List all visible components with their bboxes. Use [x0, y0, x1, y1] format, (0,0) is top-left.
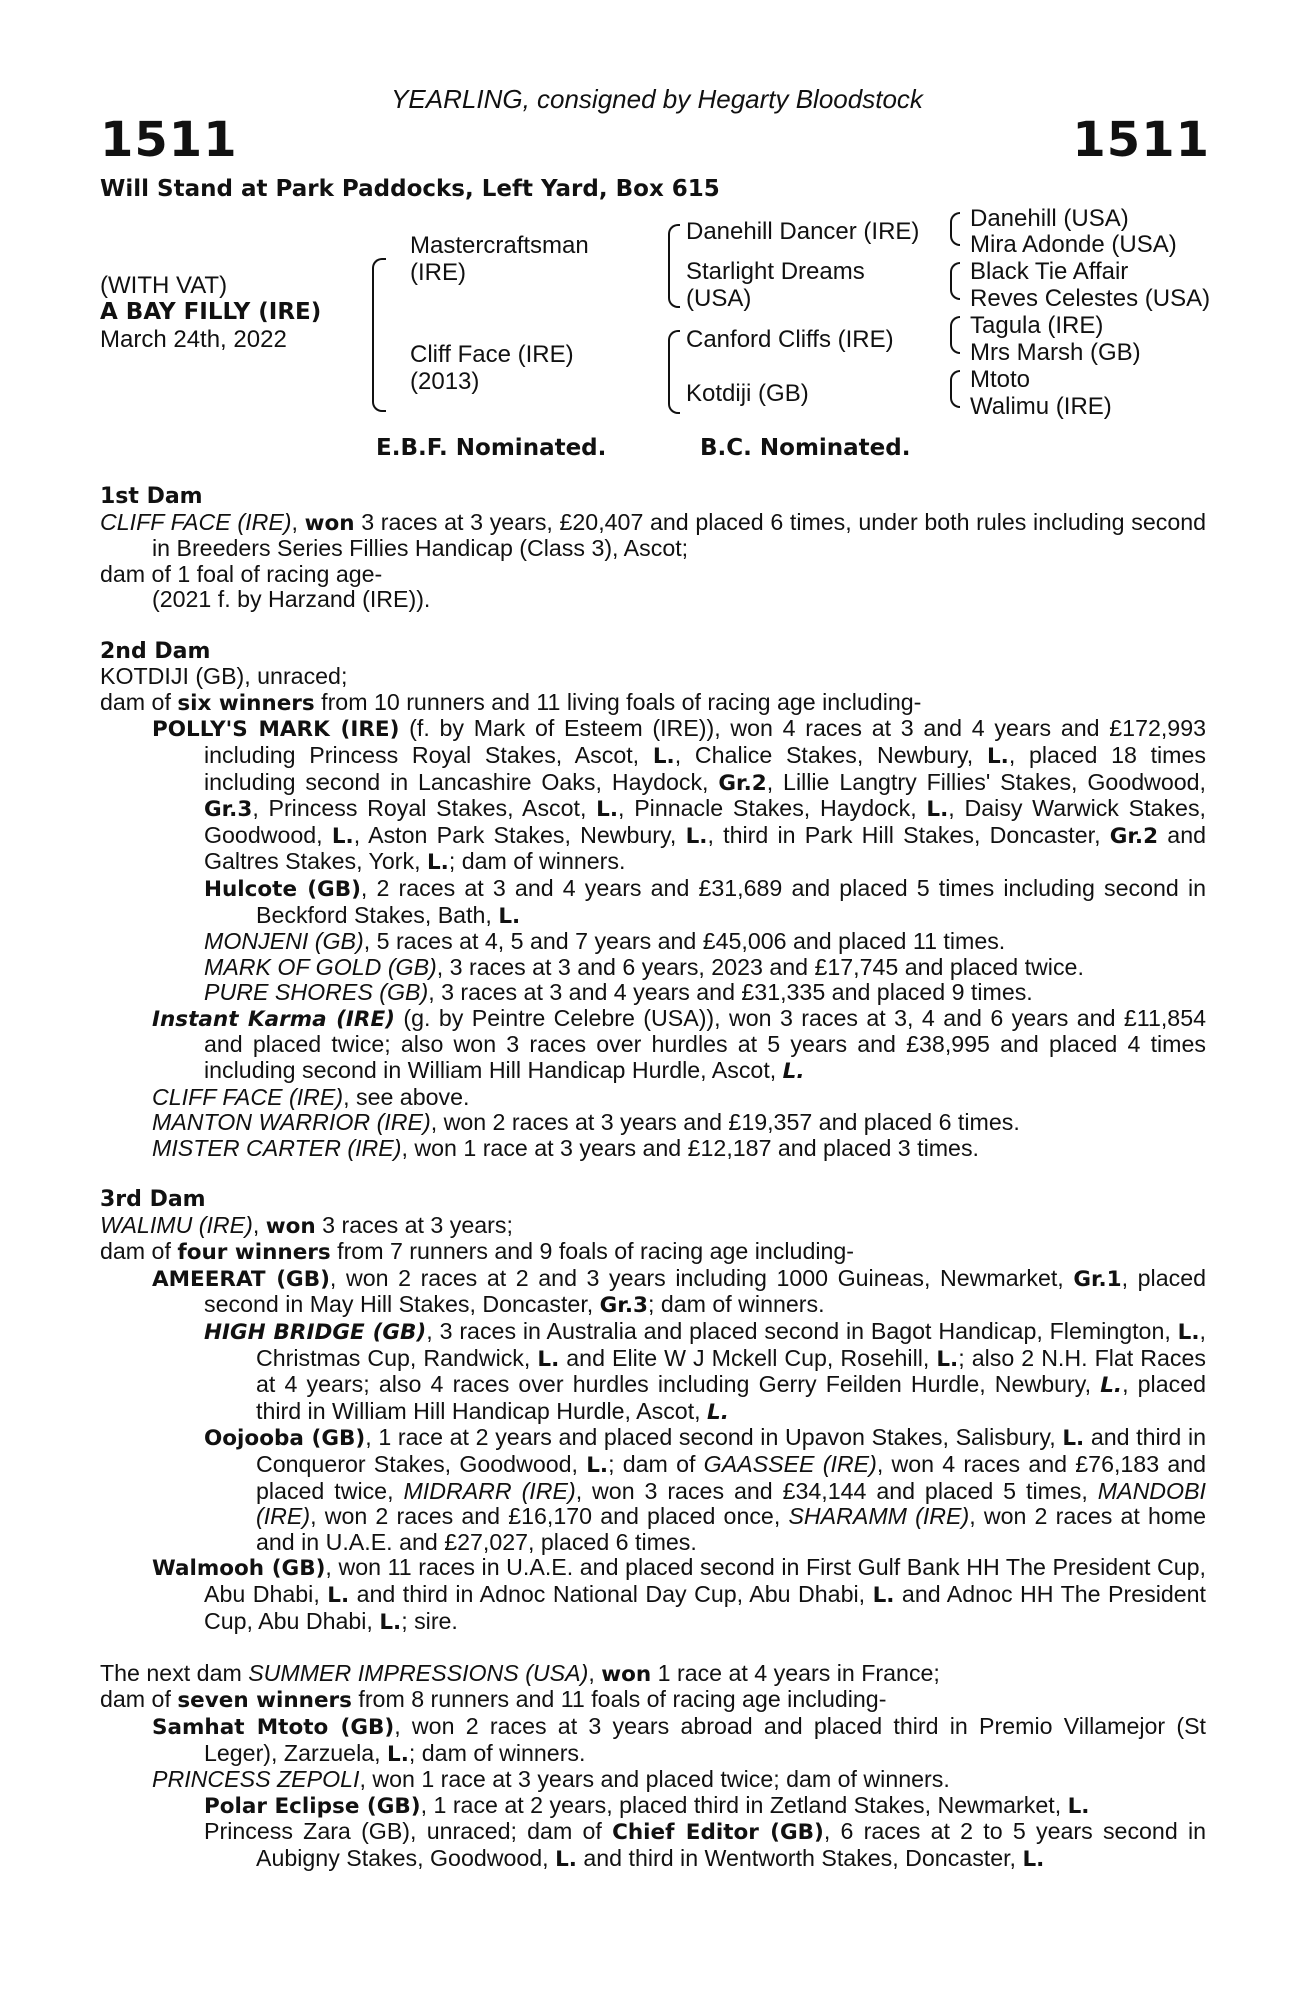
sire-name: Mastercraftsman	[410, 232, 589, 259]
ped-sds: Black Tie Affair	[970, 258, 1129, 285]
third-dam-heading: 3rd Dam	[100, 1187, 206, 1213]
pedigree-brace-2	[950, 262, 960, 300]
ped-dsd: Mrs Marsh (GB)	[970, 339, 1141, 366]
produce-pure-shores: PURE SHORES (GB), 3 races at 3 and 4 years and £31,335 and placed 9 times.	[204, 979, 1033, 1006]
produce-monjeni: MONJENI (GB), 5 races at 4, 5 and 7 years and £45,006 and placed 11 times.	[204, 928, 1006, 955]
pedigree-brace-4	[950, 370, 960, 408]
first-dam-foals: dam of 1 foal of racing age-	[100, 560, 383, 587]
ped-sss: Danehill (USA)	[970, 205, 1129, 232]
lot-number-left: 1511	[100, 112, 238, 168]
produce-samhat-mtoto: Samhat Mtoto (GB), won 2 races at 3 years abroad and placed third in Premio Villamejor (St Leger), Zarzuela, L.; dam of winners.	[152, 1712, 1206, 1767]
pedigree-brace-1	[950, 212, 960, 246]
first-dam-heading: 1st Dam	[100, 484, 203, 509]
ped-dss: Tagula (IRE)	[970, 312, 1104, 339]
consignor-line: YEARLING, consigned by Hegarty Bloodstock	[391, 84, 923, 114]
ped-ddd: Walimu (IRE)	[970, 393, 1112, 420]
produce-oojooba: Oojooba (GB), 1 race at 2 years and placed second in Upavon Stakes, Salisbury, L. and third in Conqueror Stakes, Goodwood, L.; dam of GAASSEE (IRE), won 4 races and £76,183 and placed twice, MIDRARR (IRE), won 3 races and £34,144 and placed 5 times, MANDOBI (IRE), won 2 races and £16,170 and placed once, SHARAMM (IRE), won 2 races at home and in U.A.E. and £27,027, placed 6 times.	[204, 1424, 1207, 1555]
second-dam-heading: 2nd Dam	[100, 638, 211, 664]
produce-princess-zepoli: PRINCESS ZEPOLI, won 1 race at 3 years and placed twice; dam of winners.	[152, 1766, 950, 1793]
produce-ameerat: AMEERAT (GB), won 2 races at 2 and 3 years including 1000 Guineas, Newmarket, Gr.1, placed second in May Hill Stakes, Doncaster, Gr.3; dam of winners.	[152, 1264, 1206, 1319]
next-dam-entry: The next dam SUMMER IMPRESSIONS (USA), won 1 race at 4 years in France;	[100, 1659, 940, 1687]
produce-manton-warrior: MANTON WARRIOR (IRE), won 2 races at 3 years and £19,357 and placed 6 times.	[152, 1109, 1020, 1136]
pedigree-brace-3	[950, 316, 960, 354]
produce-cliff-face: CLIFF FACE (IRE), see above.	[152, 1083, 470, 1110]
lot-number-right: 1511	[1072, 112, 1210, 168]
pedigree-brace-sire	[668, 224, 680, 308]
pedigree-brace-dam	[668, 330, 680, 414]
dam-dam: Kotdiji (GB)	[686, 380, 809, 407]
sire-dam-name: Starlight Dreams	[686, 258, 865, 285]
vat-note: (WITH VAT)	[100, 272, 228, 299]
produce-mark-of-gold: MARK OF GOLD (GB), 3 races at 3 and 6 years, 2023 and £17,745 and placed twice.	[204, 953, 1084, 980]
foaling-date: March 24th, 2022	[100, 326, 287, 353]
first-dam-foal-list: (2021 f. by Harzand (IRE)).	[152, 586, 431, 613]
second-dam-summary: dam of six winners from 10 runners and 11 living foals of racing age including-	[100, 688, 922, 716]
ebf-nomination: E.B.F. Nominated.	[376, 435, 607, 461]
produce-high-bridge: HIGH BRIDGE (GB), 3 races in Australia and placed second in Bagot Handicap, Flemington, L., Christmas Cup, Randwick, L. and Elite W J Mckell Cup, Rosehill, L.; also 2 N.H. Flat Races at 4 years; also 4 races over hurdles including Gerry Feilden Hurdle, Newbury, L., placed third in William Hill Handicap Hurdle, Ascot, L.	[204, 1318, 1206, 1425]
horse-name: A BAY FILLY (IRE)	[100, 299, 322, 325]
produce-mister-carter: MISTER CARTER (IRE), won 1 race at 3 years and £12,187 and placed 3 times.	[152, 1134, 979, 1161]
first-dam-entry: CLIFF FACE (IRE), won 3 races at 3 years, £20,407 and placed 6 times, under both rules including second in Breeders Series Fillies Handicap (Class 3), Ascot;	[100, 508, 1207, 562]
produce-walmooh: Walmooh (GB), won 11 races in U.A.E. and placed second in First Gulf Bank HH The President Cup, Abu Dhabi, L. and third in Adnoc National Day Cup, Abu Dhabi, L. and Adnoc HH The President Cup, Abu Dhabi, L.; sire.	[152, 1554, 1207, 1635]
dam-sire: Canford Cliffs (IRE)	[686, 326, 894, 353]
stand-location: Will Stand at Park Paddocks, Left Yard, Box 615	[100, 176, 720, 202]
produce-instant-karma: Instant Karma (IRE) (g. by Peintre Celebre (USA)), won 3 races at 3, 4 and 6 years and £11,854 and placed twice; also won 3 races over hurdles at 5 years and £38,995 and placed 4 times including second in William Hill Handicap Hurdle, Ascot, L.	[152, 1004, 1206, 1085]
next-dam-summary: dam of seven winners from 8 runners and 11 foals of racing age including-	[100, 1686, 887, 1714]
ped-sdd: Reves Celestes (USA)	[970, 285, 1211, 312]
sire-dam-country: (USA)	[686, 285, 752, 312]
pedigree-body	[100, 484, 1206, 1872]
ped-ssd: Mira Adonde (USA)	[970, 231, 1177, 258]
third-dam-entry: WALIMU (IRE), won 3 races at 3 years;	[100, 1211, 513, 1239]
produce-polar-eclipse: Polar Eclipse (GB), 1 race at 2 years, placed third in Zetland Stakes, Newmarket, L.	[204, 1791, 1090, 1819]
second-dam-entry: KOTDIJI (GB), unraced;	[100, 663, 348, 690]
dam-year: (2013)	[410, 368, 480, 395]
dam-name: Cliff Face (IRE)	[410, 341, 574, 368]
produce-princess-zara: Princess Zara (GB), unraced; dam of Chief Editor (GB), 6 races at 2 to 5 years second in Aubigny Stakes, Goodwood, L. and third in Wentworth Stakes, Doncaster, L.	[204, 1818, 1207, 1872]
pedigree-brace-main	[372, 258, 386, 412]
sire-sire: Danehill Dancer (IRE)	[686, 218, 920, 245]
sire-country: (IRE)	[410, 259, 466, 286]
produce-hulcote: Hulcote (GB), 2 races at 3 and 4 years and £31,689 and placed 5 times including second in Beckford Stakes, Bath, L.	[204, 874, 1206, 929]
ped-dds: Mtoto	[970, 366, 1031, 393]
produce-pollys-mark: POLLY'S MARK (IRE) (f. by Mark of Esteem (IRE)), won 4 races at 3 and 4 years and £172,993 including Princess Royal Stakes, Ascot, L., Chalice Stakes, Newbury, L., placed 18 times including second in Lancashire Oaks, Haydock, Gr.2, Lillie Langtry Fillies' Stakes, Goodwood, Gr.3, Princess Royal Stakes, Ascot, L., Pinnacle Stakes, Haydock, L., Daisy Warwick Stakes, Goodwood, L., Aston Park Stakes, Newbury, L., third in Park Hill Stakes, Doncaster, Gr.2 and Galtres Stakes, York, L.; dam of winners.	[152, 715, 1206, 876]
third-dam-summary: dam of four winners from 7 runners and 9 foals of racing age including-	[100, 1238, 855, 1266]
bc-nomination: B.C. Nominated.	[700, 435, 911, 461]
